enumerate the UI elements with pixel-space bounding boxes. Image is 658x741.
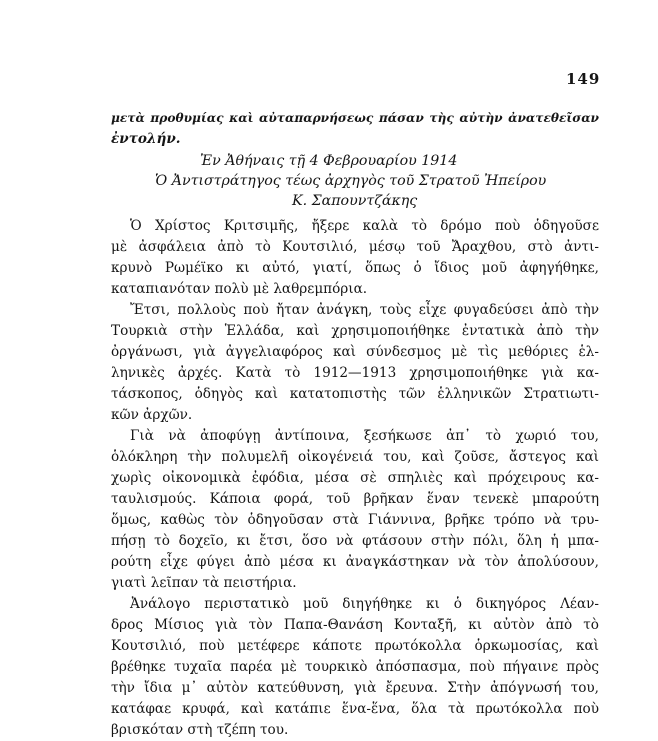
signature-date: Ἐν Ἀθήναις τῇ 4 Φεβρουαρίου 1914: [200, 153, 458, 169]
paragraph-1-line-3: κρυνὸ Ρωμέϊκο κι αὐτό, γιατί, ὅπως ὁ ἴδιος μοῦ ἀφηγήθηκε,: [111, 260, 599, 276]
paragraph-4-line-7: βρισκόταν στὴ τζέπη του.: [111, 722, 289, 738]
paragraph-3-line-5: ὅμως, καθὼς τὸν ὁδηγοῦσαν στὰ Γιάννινα, βρῆκε τρόπο νὰ τρυ-: [111, 512, 599, 528]
paragraph-2-line-3: ὀργάνωσι, γιὰ ἀγγελιαφόρος καὶ σύνδεσμος μὲ τὶς μεθόριες ἑλ-: [111, 344, 599, 360]
paragraph-3-line-1: Γιὰ νὰ ἀποφύγῃ ἀντίποινα, ξεσήκωσε ἀπ᾿ τὸ χωριό του,: [130, 428, 599, 444]
paragraph-4-line-2: δρος Μίσιος γιὰ τὸν Παπα-Θανάση Κονταξῆ, κι αὐτὸν ἀπὸ τὸ: [111, 617, 599, 633]
paragraph-3-line-2: ὁλόκληρη τὴν πολυμελῆ οἰκογένειά του, καὶ ζοῦσε, ἄστεγος καὶ: [111, 449, 599, 465]
paragraph-4-line-6: κατάφαε κρυφά, καὶ κατάπιε ἕνα-ἕνα, ὅλα τὰ πρωτόκολλα ποὺ: [111, 701, 599, 717]
paragraph-2-line-1: Ἔτσι, πολλοὺς ποὺ ἤταν ἀνάγκη, τοὺς εἶχε φυγαδεύσει ἀπὸ τὴν: [130, 302, 599, 318]
paragraph-2-line-6: κῶν ἀρχῶν.: [111, 407, 193, 423]
paragraph-3-line-3: χωρὶς οἰκονομικὰ ἐφόδια, μέσα σὲ σπηλιὲς καὶ πρόχειρους κα-: [111, 470, 599, 486]
paragraph-2-line-2: Τουρκιὰ στὴν Ἑλλάδα, καὶ χρησιμοποιήθηκε ἐντατικὰ ἀπὸ τὴν: [111, 323, 599, 339]
paragraph-2-line-5: τάσκοπος, ὁδηγὸς καὶ κατατοπιστὴς τῶν ἑλληνικῶν Στρατιωτι-: [111, 386, 599, 402]
paragraph-1-line-1: Ὁ Χρίστος Κριτσιμῆς, ἤξερε καλὰ τὸ δρόμο ποὺ ὁδηγοῦσε: [130, 218, 599, 234]
paragraph-4-line-1: Ἀνάλογο περιστατικὸ μοῦ διηγήθηκε κι ὁ δικηγόρος Λέαν-: [130, 596, 599, 612]
paragraph-1-line-2: μὲ ἀσφάλεια ἀπὸ τὸ Κουτσιλιό, μέσῳ τοῦ Ἄραχθου, στὸ ἀντι-: [111, 239, 599, 255]
paragraph-4-line-5: τὴν ἴδια μ᾿ αὐτὸν κατεύθυνση, γιὰ ἔρευνα. Στὴν ἀπόγνωσή του,: [111, 680, 599, 696]
paragraph-2-line-4: ληνικὲς ἀρχές. Κατὰ τὸ 1912—1913 χρησιμοποιήθηκε γιὰ κα-: [111, 365, 599, 381]
paragraph-3-line-8: γιατὶ λεῖπαν τὰ πειστήρια.: [111, 575, 297, 591]
page-number: 149: [566, 70, 601, 88]
paragraph-3-line-4: ταυλισμούς. Κάποια φορά, τοῦ βρῆκαν ἕναν τενεκὲ μπαρούτη: [111, 491, 599, 507]
paragraph-4-line-3: Κουτσιλιό, ποὺ μετέφερε κάποτε πρωτόκολλα ὁρκωμοσίας, καὶ: [111, 638, 599, 654]
signature-name: Κ. Σαπουντζάκης: [292, 193, 418, 209]
header-line-2: ἐντολήν.: [111, 131, 181, 147]
paragraph-3-line-7: ρούτη εἶχε φύγει ἀπὸ μέσα κι ἀναγκάστηκαν νὰ τὸν ἀπολύσουν,: [111, 554, 599, 570]
signature-title: Ὁ Ἀντιστράτηγος τέως ἀρχηγὸς τοῦ Στρατοῦ Ἠπείρου: [155, 173, 547, 189]
paragraph-1-line-4: καταπιανόταν πολὺ μὲ λαθρεμπόρια.: [111, 281, 368, 297]
paragraph-4-line-4: βρέθηκε τυχαῖα παρέα μὲ τουρκικὸ ἀπόσπασμα, ποὺ πήγαινε πρὸς: [111, 659, 599, 675]
header-line-1: μετὰ προθυμίας καὶ αὐταπαρνήσεως πάσαν τὴς αὐτὴν ἀνατεθεῖσαν: [111, 111, 599, 125]
paragraph-3-line-6: πήσῃ τὸ δοχεῖο, κι ἔτσι, ὅσο νὰ φτάσουν στὴν πόλι, ὅλη ἡ μπα-: [111, 533, 599, 549]
